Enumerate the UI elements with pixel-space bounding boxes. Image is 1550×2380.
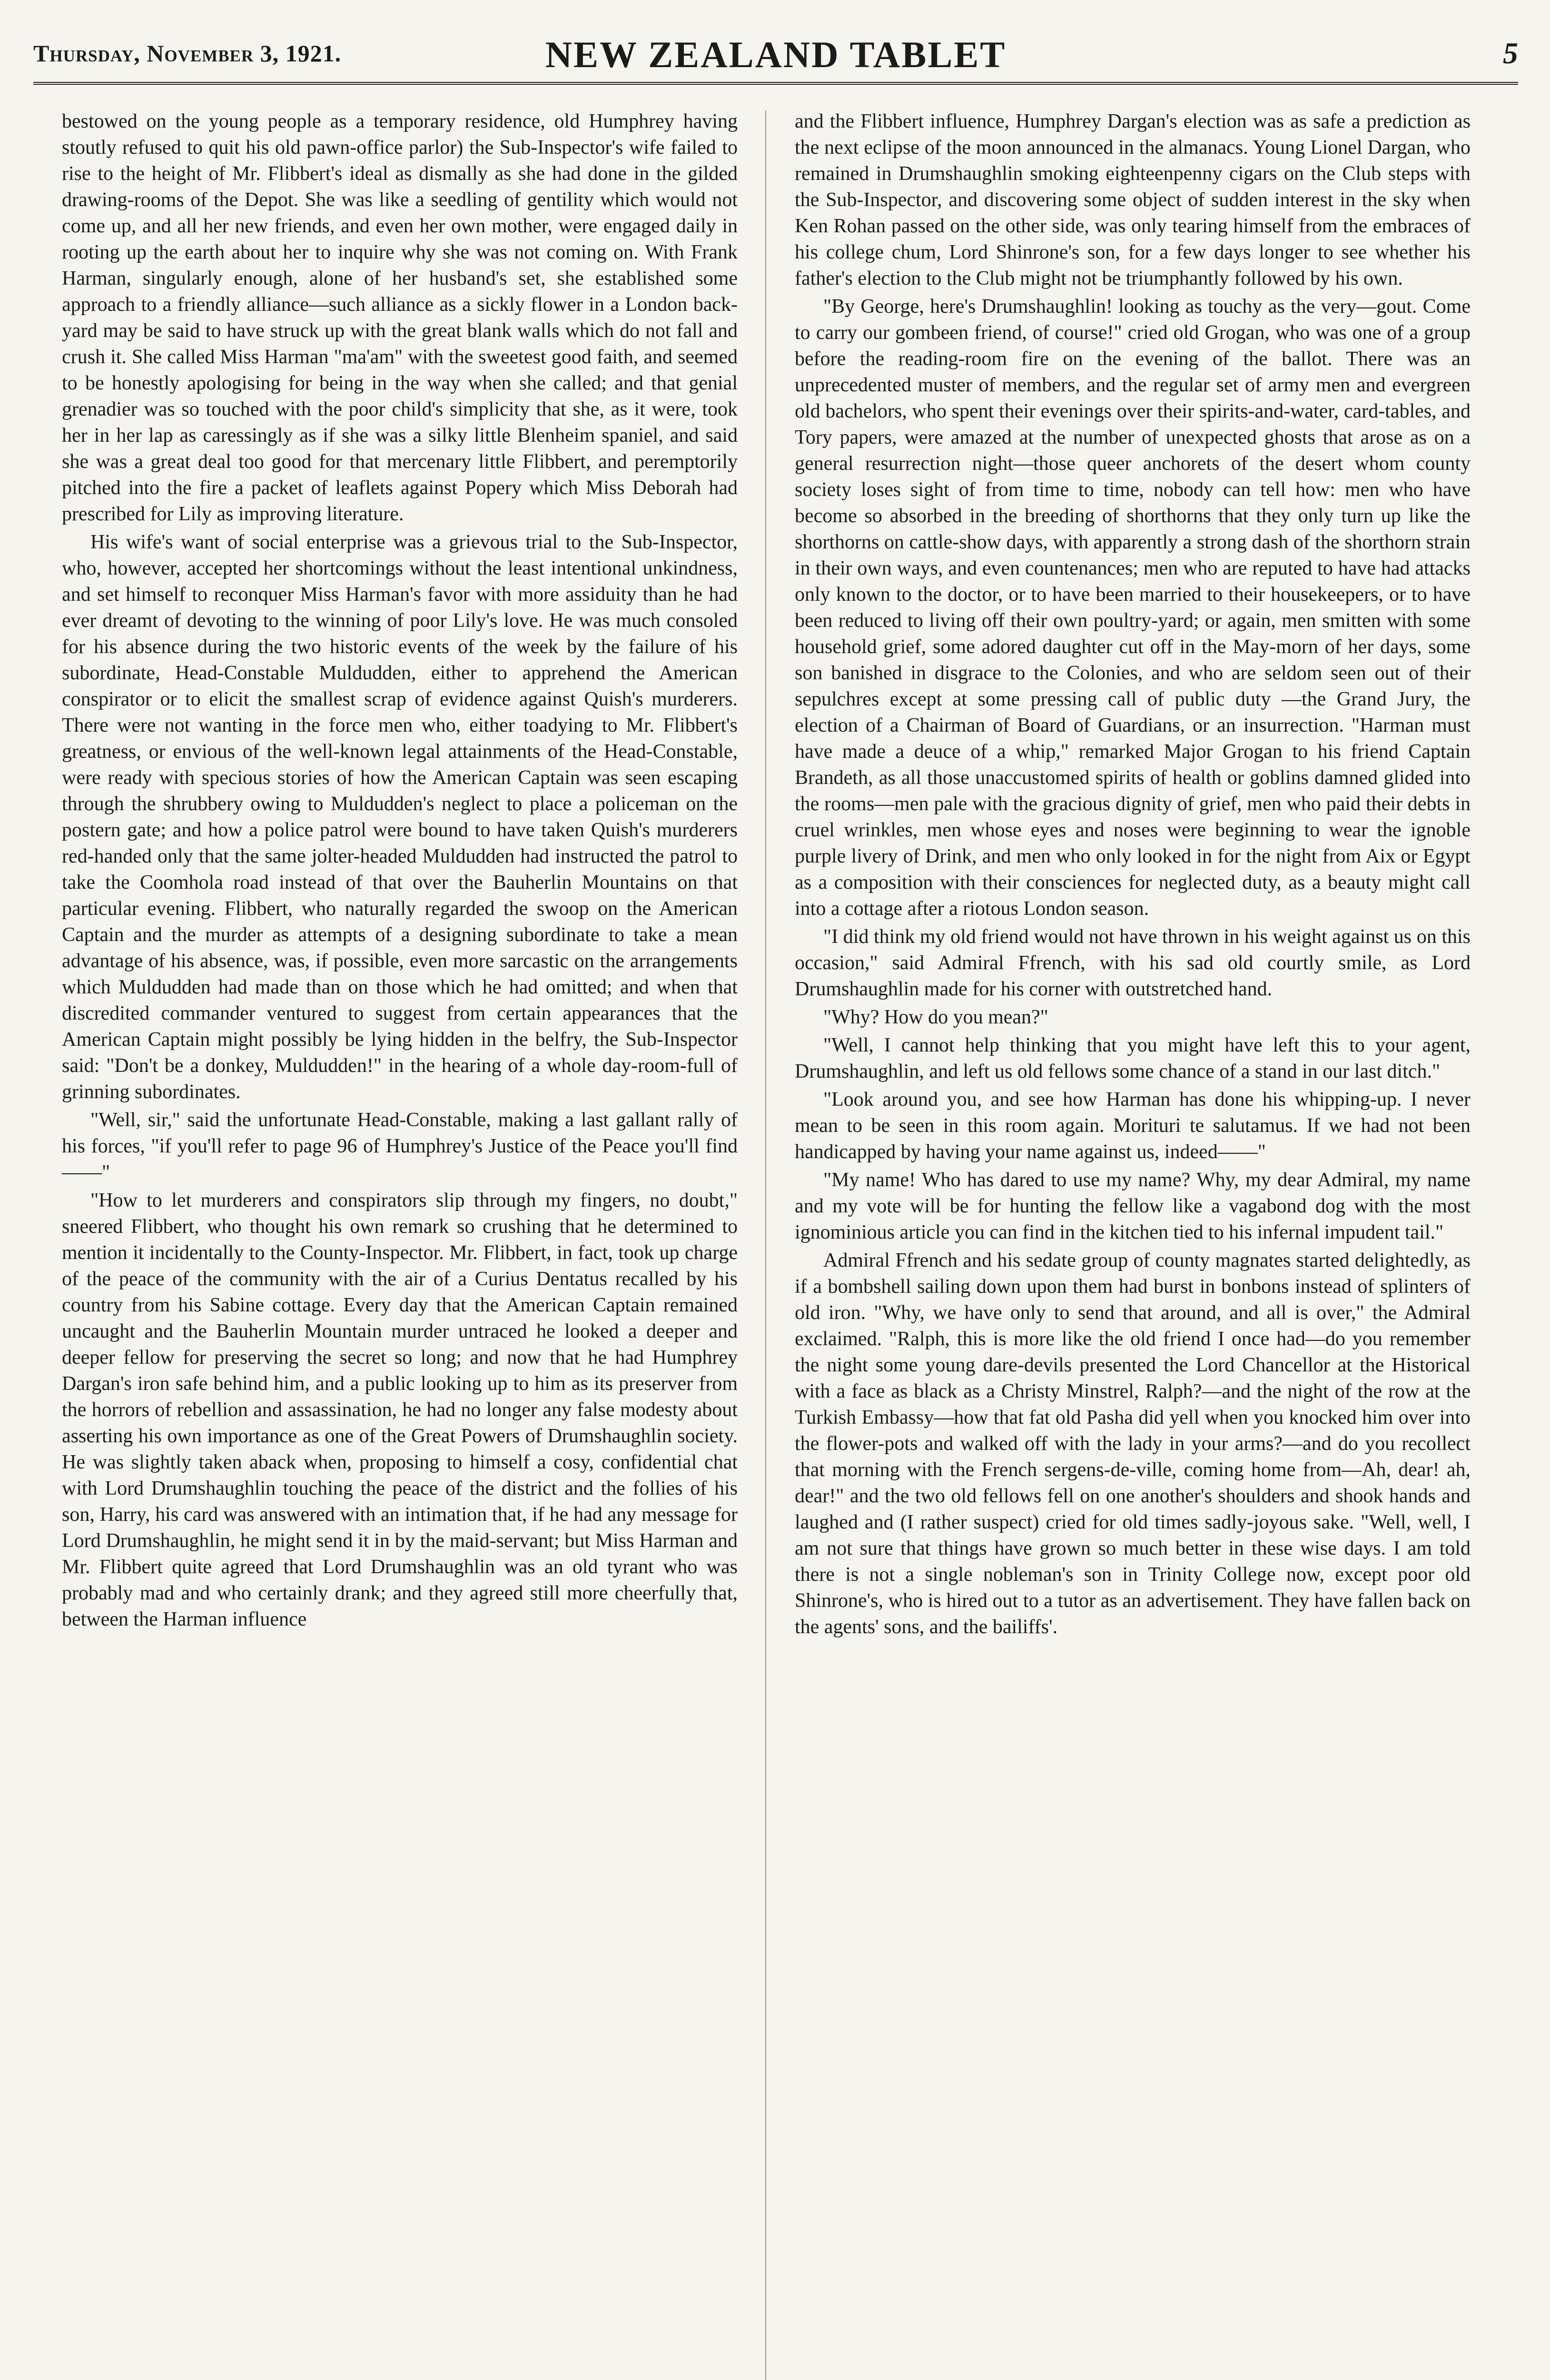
paragraph: "Well, I cannot help thinking that you might have left this to your agent, Drumshaughlin, and left us old fellows some chance of a stand in our last ditch." — [795, 1034, 1471, 1082]
paragraph: "By George, here's Drumshaughlin! looking as touchy as the very—gout. Come to carry our gombeen friend, of course!" cried old Grogan, who was one of a group before the reading-room fire on the evening of the ballot. There was an unprecedented muster of members, and the regular set of army men and evergreen old bachelors, who spent their evenings over their spirits-and-water, card-tables, and Tory papers, were amazed at the number of unexpected ghosts that arose as on a general resurrection night—those queer anchorets of the desert whom county society loses sight of from time to time, nobody can tell how: men who have become so absorbed in the breeding of shorthorns that they only turn up like the shorthorns on cattle-show days, with apparently a strong dash of the shorthorn strain in their own ways, and even countenances; men who are reputed to have had attacks only known to the doctor, or to have been married to their housekeepers, or to have been reduced to living off their own poultry-yard; or again, men smitten with some household grief, some adored daughter cut off in the May-morn of her days, some son banished in disgrace to the Colonies, and who are seldom seen out of their sepulchres except at some pressing call of public duty —the Grand Jury, the election of a Chairman of Board of Guardians, or an insurrection. "Harman must have made a deuce of a whip," remarked Major Grogan to his friend Captain Brandeth, as all those unaccustomed spirits of health or goblins damned glided into the rooms—men pale with the gracious dignity of grief, men who paid their debts in cruel wrinkles, men whose eyes and noses were beginning to wear the ignoble purple livery of Drink, and men who only looked in for the night from Aix or Egypt as a composition with their consciences for neglected duty, as a beauty might call into a cottage after a riotous London season. — [795, 296, 1471, 920]
masthead — [33, 25, 1518, 85]
paragraph: "I did think my old friend would not have thrown in his weight against us on this occasion," said Admiral Ffrench, with his sad old courtly smile, as Lord Drumshaughlin made for his corner with outstretched hand. — [795, 926, 1471, 1000]
paragraph: bestowed on the young people as a temporary residence, old Humphrey having stoutly refused to quit his old pawn-office parlor) the Sub-Inspector's wife failed to rise to the height of Mr. Flibbert's ideal as dismally as she had done in the gilded drawing-rooms of the Depot. She was like a seedling of gentility which would not come up, and all her new friends, and even her own mother, were engaged daily in rooting up the earth about her to inquire why she was not coming on. With Frank Harman, singularly enough, alone of her husband's set, she established some approach to a friendly alliance—such alliance as a sickly flower in a London back-yard may be said to have struck up with the great blank walls which do not fall and crush it. She called Miss Harman "ma'am" with the sweetest good faith, and seemed to be honestly apologising for being in the way when she called; and that genial grenadier was so touched with the poor child's simplicity that she, as it were, took her in her lap as caressingly as if she was a silky little Blenheim spaniel, and said she was a great deal too good for that mercenary little Flibbert, and peremptorily pitched into the fire a packet of leaflets against Popery which Miss Deborah had prescribed for Lily as improving literature. — [62, 110, 738, 525]
page-number: 5 — [1503, 36, 1518, 70]
paragraph: His wife's want of social enterprise was a grievous trial to the Sub-Inspector, who, however, accepted her shortcomings without the least intentional unkindness, and set himself to reconquer Miss Harman's favor with more assiduity than he had ever dreamt of devoting to the winning of poor Lily's love. He was much consoled for his absence during the two historic events of the week by the failure of his subordinate, Head-Constable Muldudden, either to apprehend the American conspirator or to elicit the smallest scrap of evidence against Quish's murderers. There were not wanting in the force men who, either toadying to Mr. Flibbert's greatness, or envious of the well-known legal attainments of the Head-Constable, were ready with specious stories of how the American Captain was seen escaping through the shrubbery owing to Muldudden's neglect to place a policeman on the postern gate; and how a police patrol were bound to have taken Quish's murderers red-handed only that the same jolter-headed Muldudden had instructed the patrol to take the Coomhola road instead of that over the Bauherlin Mountains on that particular evening. Flibbert, who naturally regarded the swoop on the American Captain and the murder as attempts of a designing subordinate to take a mean advantage of his absence, was, if possible, even more sarcastic on the arrangements which Muldudden had made than on those which he had omitted; and when that discredited commander ventured to suggest from certain appearances that the American Captain might possibly be lying hidden in the belfry, the Sub-Inspector said: "Don't be a donkey, Muldudden!" in the hearing of a whole day-room-full of grinning subordinates. — [62, 531, 738, 1103]
article-columns — [62, 109, 1471, 2380]
column-right — [795, 109, 1471, 2380]
paragraph: "Why? How do you mean?" — [823, 1006, 1048, 1028]
column-left — [62, 109, 738, 2380]
paragraph: "My name! Who has dared to use my name? Why, my dear Admiral, my name and my vote will be for hunting the fellow like a vagabond dog with the most ignominious article you can find in the kitchen tied to his infernal impudent tail." — [795, 1169, 1471, 1243]
issue-date: Thursday, November 3, 1921. — [33, 40, 342, 67]
paper-title: NEW ZEALAND TABLET — [545, 34, 1007, 75]
paragraph: "Well, sir," said the unfortunate Head-Constable, making a last gallant rally of his forces, "if you'll refer to page 96 of Humphrey's Justice of the Peace you'll find——" — [62, 1109, 738, 1183]
paragraph: and the Flibbert influence, Humphrey Dargan's election was as safe a prediction as the next eclipse of the moon announced in the almanacs. Young Lionel Dargan, who remained in Drumshaughlin smoking eighteenpenny cigars on the Club steps with the Sub-Inspector, and discovering some object of sudden interest in the sky when Ken Rohan passed on the other side, was only tearing himself from the embraces of his college chum, Lord Shinrone's son, for a few days longer to see whether his father's election to the Club might not be triumphantly followed by his own. — [795, 110, 1471, 289]
paragraph: Admiral Ffrench and his sedate group of county magnates started delightedly, as if a bombshell sailing down upon them had burst in bonbons instead of splinters of old iron. "Why, we have only to send that around, and all is over," the Admiral exclaimed. "Ralph, this is more like the old friend I once had—do you remember the night some young dare-devils presented the Lord Chancellor at the Historical with a face as black as a Christy Minstrel, Ralph?—and the night of the row at the Turkish Embassy—how that fat old Pasha did yell when you knocked him over into the flower-pots and walked off with the lady in your arms?—and do you recollect that morning with the French sergens-de-ville, coming home from—Ah, dear! ah, dear!" and the two old fellows fell on one another's shoulders and shook hands and laughed and (I rather suspect) cried for old times sadly-joyous sake. "Well, well, I am not sure that things have grown so much better in these wise days. I am told there is not a single nobleman's son in Trinity College now, except poor old Shinrone's, who is hired out to a tutor as an advertisement. They have fallen back on the agents' sons, and the bailiffs'. — [795, 1250, 1471, 1638]
paragraph: "Look around you, and see how Harman has done his whipping-up. I never mean to be seen in this room again. Morituri te salutamus. If we had not been handicapped by having your name against us, indeed——" — [795, 1089, 1471, 1163]
paragraph: "How to let murderers and conspirators slip through my fingers, no doubt," sneered Flibbert, who thought his own remark so crushing that he determined to mention it incidentally to the County-Inspector. Mr. Flibbert, in fact, took up charge of the peace of the community with the air of a Curius Dentatus recalled by his country from his Sabine cottage. Every day that the American Captain remained uncaught and the Bauherlin Mountain murder untraced he looked a deeper and deeper fellow for preserving the secret so long; and now that he had Humphrey Dargan's iron safe behind him, and a public looking up to him as its preserver from the horrors of rebellion and assassination, he had no longer any false modesty about asserting his own importance as one of the Great Powers of Drumshaughlin society. He was slightly taken aback when, proposing to himself a cosy, confidential chat with Lord Drumshaughlin touching the peace of the district and the follies of his son, Harry, his card was answered with an intimation that, if he had any message for Lord Drumshaughlin, he might send it in by the maid-servant; but Miss Harman and Mr. Flibbert quite agreed that Lord Drumshaughlin was an old tyrant who was probably mad and who certainly drank; and they agreed still more cheerfully that, between the Harman influence — [62, 1190, 738, 1630]
